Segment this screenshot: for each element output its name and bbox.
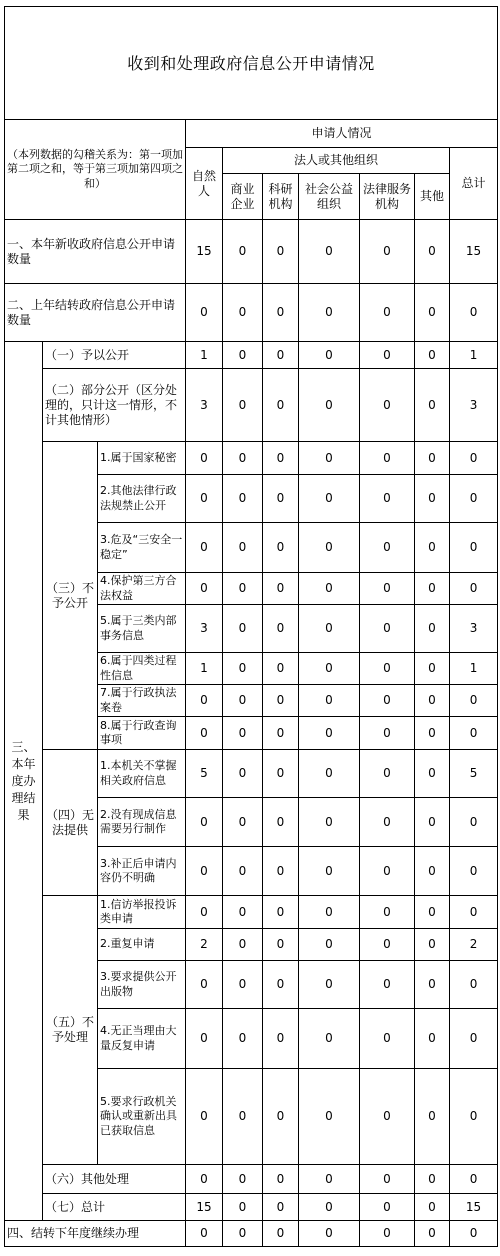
value-cell: 0 [360,342,415,369]
value-cell: 0 [299,1194,360,1221]
row-label: 二、上年结转政府信息公开申请数量 [5,284,186,342]
row-label: 1.本机关不掌握相关政府信息 [98,750,186,798]
value-cell: 0 [415,220,450,284]
value-cell: 0 [415,1194,450,1221]
value-cell: 1 [450,653,498,685]
value-cell: 0 [263,717,299,750]
value-cell: 0 [263,605,299,653]
value-cell: 0 [263,896,299,929]
value-cell: 0 [186,1165,223,1194]
value-cell: 0 [360,798,415,847]
value-cell: 0 [299,1069,360,1165]
value-cell: 0 [186,961,223,1009]
value-cell: 0 [415,369,450,442]
value-cell: 0 [223,369,263,442]
value-cell: 0 [223,653,263,685]
value-cell: 0 [223,523,263,573]
value-cell: 0 [299,847,360,896]
value-cell: 2 [450,929,498,961]
value-cell: 0 [299,342,360,369]
row-label: （二）部分公开（区分处理的，只计这一情形，不计其他情形） [43,369,186,442]
header-org-3: 社会公益组织 [299,174,360,220]
row-label: 4.无正当理由大量反复申请 [98,1009,186,1069]
value-cell: 0 [223,685,263,717]
value-cell: 0 [223,605,263,653]
header-legal-group: 法人或其他组织 [223,148,450,174]
value-cell: 0 [299,717,360,750]
value-cell: 0 [415,896,450,929]
value-cell: 0 [263,1165,299,1194]
value-cell: 0 [360,442,415,475]
value-cell: 0 [186,284,223,342]
value-cell: 5 [450,750,498,798]
value-cell: 0 [450,1009,498,1069]
value-cell: 1 [186,342,223,369]
value-cell: 1 [450,342,498,369]
header-natural-person: 自然人 [186,148,223,220]
value-cell: 0 [415,342,450,369]
value-cell: 0 [263,798,299,847]
value-cell: 0 [299,750,360,798]
value-cell: 0 [415,653,450,685]
value-cell: 0 [186,1009,223,1069]
row-label: 4.保护第三方合法权益 [98,573,186,605]
value-cell: 0 [450,1165,498,1194]
header-note: （本列数据的勾稽关系为：第一项加第二项之和，等于第三项加第四项之和） [5,120,186,220]
value-cell: 0 [223,1069,263,1165]
value-cell: 0 [263,1194,299,1221]
value-cell: 0 [223,896,263,929]
value-cell: 0 [263,1221,299,1247]
value-cell: 0 [415,475,450,523]
value-cell: 0 [360,1194,415,1221]
value-cell: 0 [186,847,223,896]
value-cell: 0 [299,475,360,523]
value-cell: 0 [186,523,223,573]
value-cell: 1 [186,653,223,685]
value-cell: 0 [263,961,299,1009]
value-cell: 0 [263,342,299,369]
section-handled: 三、本年度办理结果 [5,342,43,1221]
value-cell: 0 [415,442,450,475]
value-cell: 0 [450,961,498,1009]
value-cell: 0 [360,1069,415,1165]
value-cell: 0 [263,220,299,284]
value-cell: 0 [415,961,450,1009]
value-cell: 0 [299,961,360,1009]
value-cell: 0 [299,284,360,342]
table-title: 收到和处理政府信息公开申请情况 [5,7,498,120]
row-label: 1.属于国家秘密 [98,442,186,475]
row-label: 1.信访举报投诉类申请 [98,896,186,929]
value-cell: 0 [299,798,360,847]
value-cell: 0 [223,717,263,750]
value-cell: 0 [299,1165,360,1194]
value-cell: 0 [299,369,360,442]
row-label: 3.补正后申请内容仍不明确 [98,847,186,896]
value-cell: 0 [186,475,223,523]
value-cell: 15 [450,1194,498,1221]
header-org-5: 其他 [415,174,450,220]
value-cell: 0 [360,750,415,798]
value-cell: 3 [186,605,223,653]
row-label: 2.没有现成信息需要另行制作 [98,798,186,847]
header-applicant: 申请人情况 [186,120,498,148]
value-cell: 0 [450,1069,498,1165]
value-cell: 15 [186,1194,223,1221]
value-cell: 0 [299,1009,360,1069]
value-cell: 0 [360,929,415,961]
value-cell: 0 [360,1221,415,1247]
value-cell: 0 [299,896,360,929]
value-cell: 0 [450,685,498,717]
value-cell: 0 [186,685,223,717]
value-cell: 0 [415,847,450,896]
value-cell: 0 [450,573,498,605]
value-cell: 0 [415,1069,450,1165]
value-cell: 0 [360,605,415,653]
gov-info-table [4,6,498,1247]
section-not-disclosed: （三）不予公开 [43,442,98,750]
value-cell: 0 [223,1009,263,1069]
row-label: 5.属于三类内部事务信息 [98,605,186,653]
value-cell: 0 [299,685,360,717]
value-cell: 0 [263,475,299,523]
value-cell: 0 [263,523,299,573]
value-cell: 0 [415,523,450,573]
row-label: 5.要求行政机关确认或重新出具已获取信息 [98,1069,186,1165]
value-cell: 0 [360,961,415,1009]
value-cell: 0 [299,929,360,961]
value-cell: 0 [263,750,299,798]
value-cell: 0 [299,605,360,653]
row-label: 8.属于行政查询事项 [98,717,186,750]
value-cell: 0 [263,369,299,442]
value-cell: 0 [186,798,223,847]
value-cell: 0 [223,442,263,475]
value-cell: 15 [186,220,223,284]
value-cell: 0 [186,896,223,929]
value-cell: 0 [223,798,263,847]
value-cell: 0 [223,929,263,961]
value-cell: 0 [360,1165,415,1194]
row-label: 2.重复申请 [98,929,186,961]
header-total: 总计 [450,148,498,220]
value-cell: 0 [186,717,223,750]
value-cell: 0 [360,284,415,342]
value-cell: 0 [415,717,450,750]
value-cell: 0 [415,1009,450,1069]
value-cell: 3 [186,369,223,442]
row-label: 6.属于四类过程性信息 [98,653,186,685]
value-cell: 0 [299,653,360,685]
value-cell: 0 [223,475,263,523]
value-cell: 0 [263,1069,299,1165]
value-cell: 0 [415,1165,450,1194]
value-cell: 0 [223,1194,263,1221]
value-cell: 0 [415,798,450,847]
header-org-4: 法律服务机构 [360,174,415,220]
value-cell: 0 [450,896,498,929]
value-cell: 0 [360,1009,415,1069]
value-cell: 0 [186,1221,223,1247]
value-cell: 0 [299,442,360,475]
value-cell: 0 [360,523,415,573]
value-cell: 0 [450,442,498,475]
header-org-2: 科研机构 [263,174,299,220]
value-cell: 0 [299,220,360,284]
value-cell: 0 [450,1221,498,1247]
value-cell: 3 [450,605,498,653]
value-cell: 0 [223,961,263,1009]
value-cell: 15 [450,220,498,284]
value-cell: 0 [263,573,299,605]
value-cell: 0 [450,475,498,523]
value-cell: 2 [186,929,223,961]
header-org-1: 商业企业 [223,174,263,220]
value-cell: 0 [415,284,450,342]
value-cell: 0 [360,653,415,685]
section-cannot-provide: （四）无法提供 [43,750,98,896]
value-cell: 0 [415,685,450,717]
value-cell: 0 [415,573,450,605]
value-cell: 0 [263,685,299,717]
row-label: 3.要求提供公开出版物 [98,961,186,1009]
value-cell: 0 [360,717,415,750]
value-cell: 0 [450,847,498,896]
row-label: （六）其他处理 [43,1165,186,1194]
value-cell: 0 [186,573,223,605]
value-cell: 0 [415,750,450,798]
value-cell: 0 [450,284,498,342]
value-cell: 0 [415,929,450,961]
value-cell: 3 [450,369,498,442]
row-label: 3.危及“三安全一稳定” [98,523,186,573]
value-cell: 0 [299,523,360,573]
value-cell: 0 [223,284,263,342]
value-cell: 0 [360,685,415,717]
value-cell: 0 [360,369,415,442]
section-not-processed: （五）不予处理 [43,896,98,1165]
value-cell: 0 [360,896,415,929]
value-cell: 0 [263,929,299,961]
row-label: 2.其他法律行政法规禁止公开 [98,475,186,523]
value-cell: 0 [223,750,263,798]
value-cell: 0 [223,847,263,896]
row-label: 四、结转下年度继续办理 [5,1221,186,1247]
value-cell: 0 [360,847,415,896]
value-cell: 5 [186,750,223,798]
row-label: 一、本年新收政府信息公开申请数量 [5,220,186,284]
value-cell: 0 [223,573,263,605]
row-label: （七）总计 [43,1194,186,1221]
value-cell: 0 [223,1221,263,1247]
row-label: （一）予以公开 [43,342,186,369]
value-cell: 0 [415,1221,450,1247]
value-cell: 0 [450,523,498,573]
value-cell: 0 [360,573,415,605]
value-cell: 0 [263,284,299,342]
value-cell: 0 [450,798,498,847]
value-cell: 0 [223,342,263,369]
value-cell: 0 [263,653,299,685]
value-cell: 0 [450,717,498,750]
row-label: 7.属于行政执法案卷 [98,685,186,717]
value-cell: 0 [415,605,450,653]
value-cell: 0 [223,220,263,284]
value-cell: 0 [223,1165,263,1194]
value-cell: 0 [263,442,299,475]
value-cell: 0 [263,847,299,896]
value-cell: 0 [263,1009,299,1069]
value-cell: 0 [360,220,415,284]
value-cell: 0 [299,573,360,605]
value-cell: 0 [186,442,223,475]
value-cell: 0 [186,1069,223,1165]
value-cell: 0 [360,475,415,523]
value-cell: 0 [299,1221,360,1247]
